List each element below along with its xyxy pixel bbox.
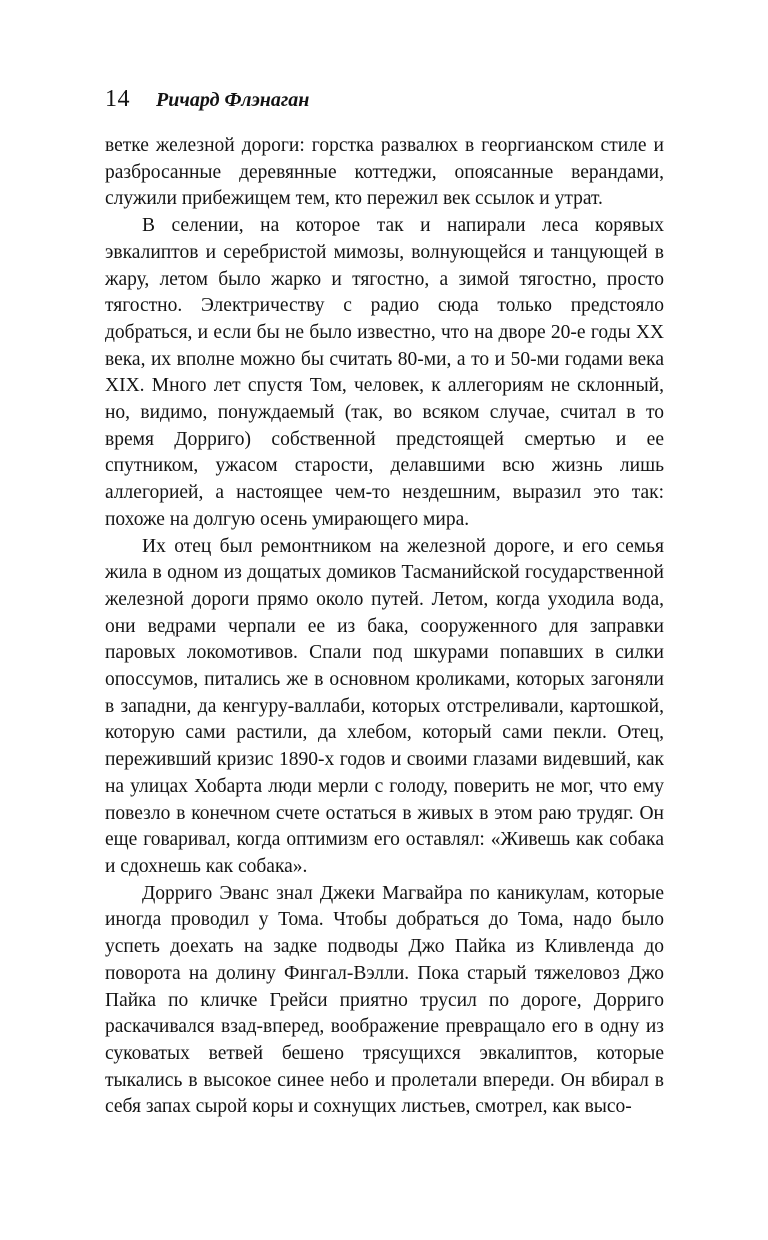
page-header [105, 86, 664, 113]
paragraph: Дорриго Эванс знал Джеки Магвайра по каникулам, которые иногда проводил у Тома. Чтобы добраться до Тома, надо было успеть доехать на задке подводы Джо Пайка из Кливленда до поворота на долину Фингал-Вэлли. Пока старый тяжеловоз Джо Пайка по кличке Грейси приятно трусил по дороге, Дорриго раскачивался взад-вперед, воображение превращало его в одну из суковатых ветвей бешено трясущихся эвкалиптов, которые тыкались в высокое синее небо и пролетали впереди. Он вбирал в себя запах сырой коры и сохнущих листьев, смотрел, как высо- [105, 882, 664, 1118]
text-block [105, 133, 664, 1121]
paragraph: Их отец был ремонтником на железной дороге, и его семья жила в одном из дощатых домиков Тасманийской государственной железной дороги прямо около путей. Летом, когда уходила вода, они ведрами черпали ее из бака, сооруженного для заправки паровых локомотивов. Спали под шкурами попавших в силки опоссумов, питались же в основном кроликами, которых загоняли в западни, да кенгуру-валлаби, которых отстреливали, картошкой, которую сами растили, да хлебом, который сами пекли. Отец, переживший кризис 1890-х годов и своими глазами видевший, как на улицах Хобарта люди мерли с голоду, поверить не мог, что ему повезло в конечном счете остаться в живых в этом раю трудяг. Он еще говаривал, когда оптимизм его оставлял: «Живешь как собака и сдохнешь как собака». [105, 535, 664, 877]
paragraph: В селении, на которое так и напирали леса корявых эвкалиптов и серебристой мимозы, волнующейся и танцующей в жару, летом было жарко и тягостно, а зимой тягостно, просто тягостно. Электричеству с радио сюда только предстояло добраться, и если бы не было известно, что на дворе 20-е годы XX века, их вполне можно бы считать 80-ми, а то и 50-ми годами века XIX. Много лет спустя Том, человек, к аллегориям не склонный, но, видимо, понуждаемый (так, во всяком случае, считал в то время Дорриго) собственной предстоящей смертью и ее спутником, ужасом старости, делавшими всю жизнь лишь аллегорией, а настоящее чем-то нездешним, выразил это так: похоже на долгую осень умирающего мира. [105, 215, 664, 530]
paragraph: ветке железной дороги: горстка развалюх в георгианском стиле и разбросанные деревянные коттеджи, опоясанные верандами, служили прибежищем тем, кто пережил век ссылок и утрат. [105, 135, 664, 210]
page-number: 14 [105, 86, 130, 112]
running-title: Ричард Флэнаган [156, 89, 310, 111]
